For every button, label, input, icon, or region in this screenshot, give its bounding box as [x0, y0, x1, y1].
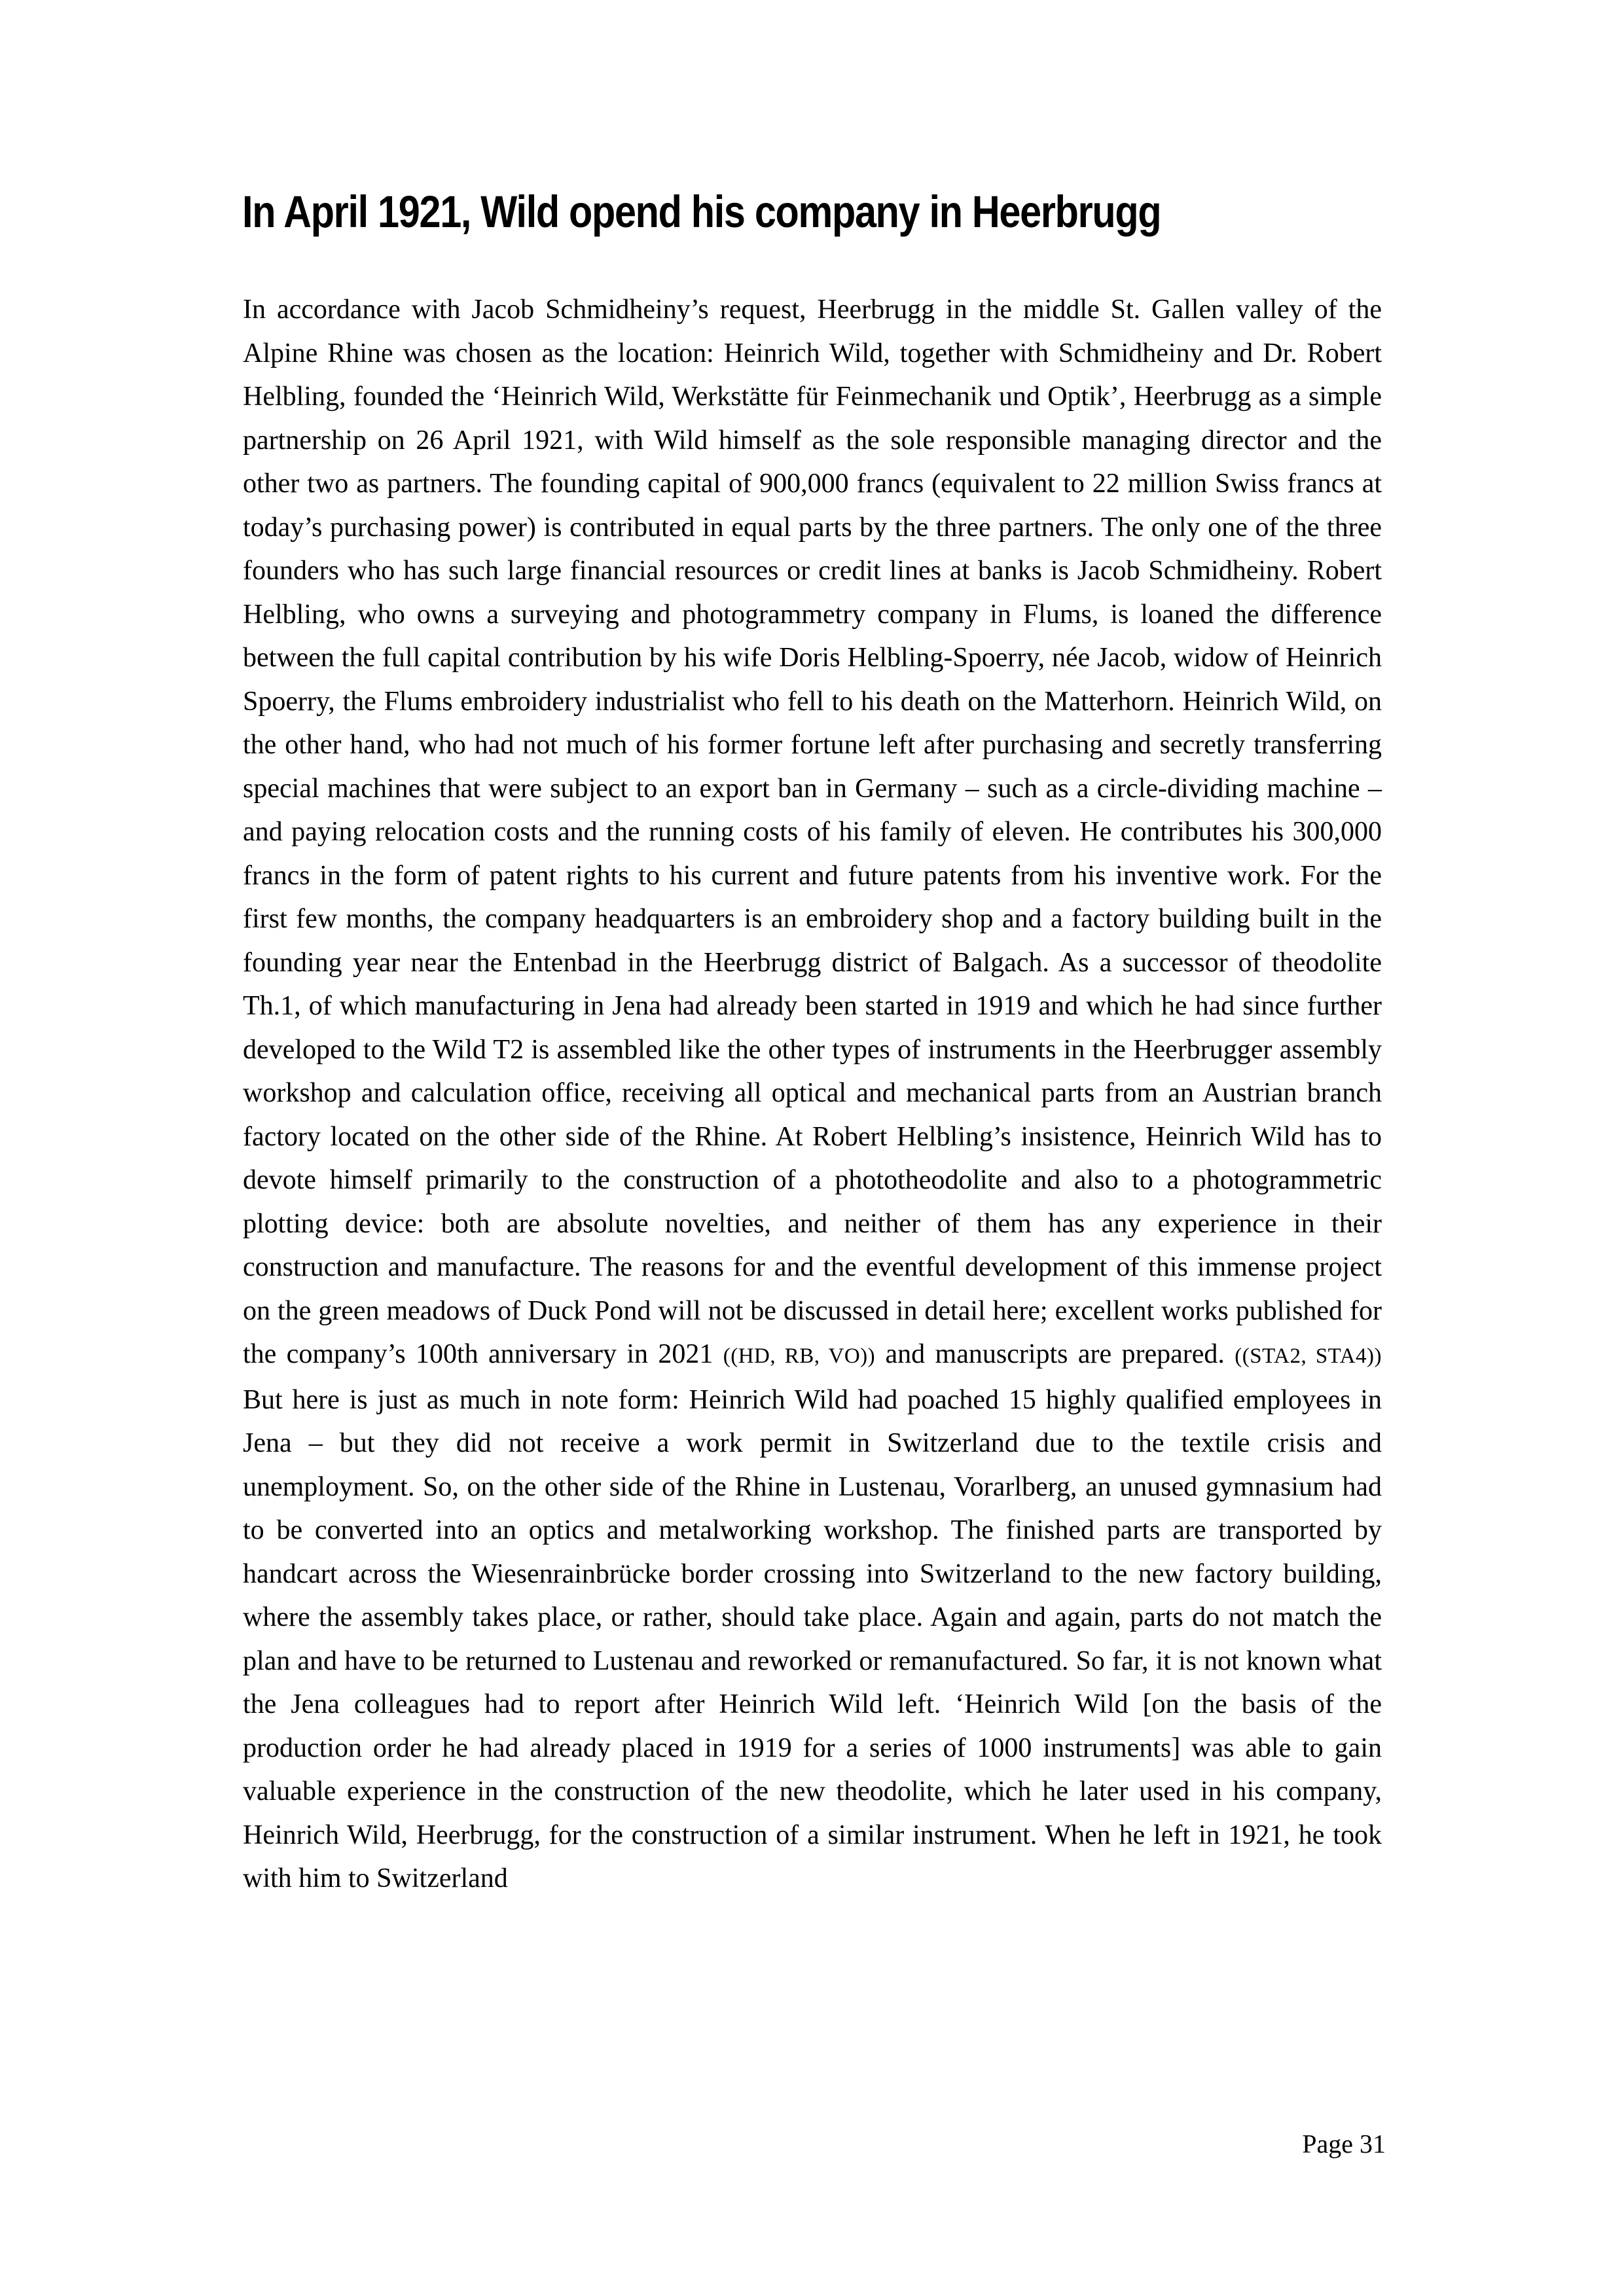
body-text-run: In accordance with Jacob Schmidheiny’s request, Heerbrugg in the middle St. Gallen valley of the Alpine Rhine was chosen as the location: Heinrich Wild, together with Schmidheiny and Dr. Robert Helbling, founded the ‘Heinrich Wild, Werkstätte für Feinmechanik und Optik’, Heerbrugg as a simple partnership on 26 April 1921, with Wild himself as the sole responsible managing director and the other two as partners. The founding capital of 900,000 francs (equivalent to 22 million Swiss francs at today’s purchasing power) is contributed in equal parts by the three partners. The only one of the three founders who has such large financial resources or credit lines at banks is Jacob Schmidheiny. Robert Helbling, who owns a surveying and photogrammetry company in Flums, is loaned the difference between the full capital contribution by his wife Doris Helbling-Spoerry, née Jacob, widow of Heinrich Spoerry, the Flums embroidery industrialist who fell to his death on the Matterhorn. Heinrich Wild, on the other hand, who had not much of his former fortune left after purchasing and secretly transferring special machines that were subject to an export ban in Germany – such as a circle-dividing machine – and paying relocation costs and the running costs of his family of eleven. He contributes his 300,000 francs in the form of patent rights to his current and future patents from his inventive work. For the first few months, the company headquarters is an embroidery shop and a factory building built in the founding year near the Entenbad in the Heerbrugg district of Balgach. As a successor of theodolite Th.1, of which manufacturing in Jena had already been started in 1919 and which he had since further developed to the Wild T2 is assembled like the other types of instruments in the Heerbrugger assembly workshop and calculation office, receiving all optical and mechanical parts from an Austrian branch factory located on the other side of the Rhine. At Robert Helbling’s insistence, Heinrich Wild has to devote himself primarily to the construction of a phototheodolite and also to a photogrammetric plotting device: both are absolute novelties, and neither of them has any experience in their construction and manufacture. The reasons for and the eventful development of this immense project on the green meadows of Duck Pond will not be discussed in detail here; excellent works published for the company’s 100th anniversary in 2021 — [243, 295, 1382, 1369]
citation-marker: ((HD, RB, VO)) — [723, 1344, 876, 1368]
citation-marker: ((STA2, STA4)) — [1235, 1344, 1382, 1368]
page-number: Page 31 — [1302, 2129, 1386, 2159]
body-paragraph — [243, 288, 1382, 1901]
body-text-run: But here is just as much in note form: Heinrich Wild had poached 15 highly qualified employees in Jena – but they did not receive a work permit in Switzerland due to the textile crisis and unemployment. So, on the other side of the Rhine in Lustenau, Vorarlberg, an unused gymnasium had to be converted into an optics and metalworking workshop. The finished parts are transported by handcart across the Wiesenrainbrücke border crossing into Switzerland to the new factory building, where the assembly takes place, or rather, should take place. Again and again, parts do not match the plan and have to be returned to Lustenau and reworked or remanufactured. So far, it is not known what the Jena colleagues had to report after Heinrich Wild left. ‘Heinrich Wild [on the basis of the production order he had already placed in 1919 for a series of 1000 instruments] was able to gain valuable experience in the construction of the new theodolite, which he later used in his company, Heinrich Wild, Heerbrugg, for the construction of a similar instrument. When he left in 1921, he took with him to Switzerland — [243, 1384, 1382, 1893]
body-text-run: and manuscripts are prepared. — [875, 1339, 1235, 1369]
page-title: In April 1921, Wild opend his company in Heerbrugg — [242, 187, 1161, 237]
